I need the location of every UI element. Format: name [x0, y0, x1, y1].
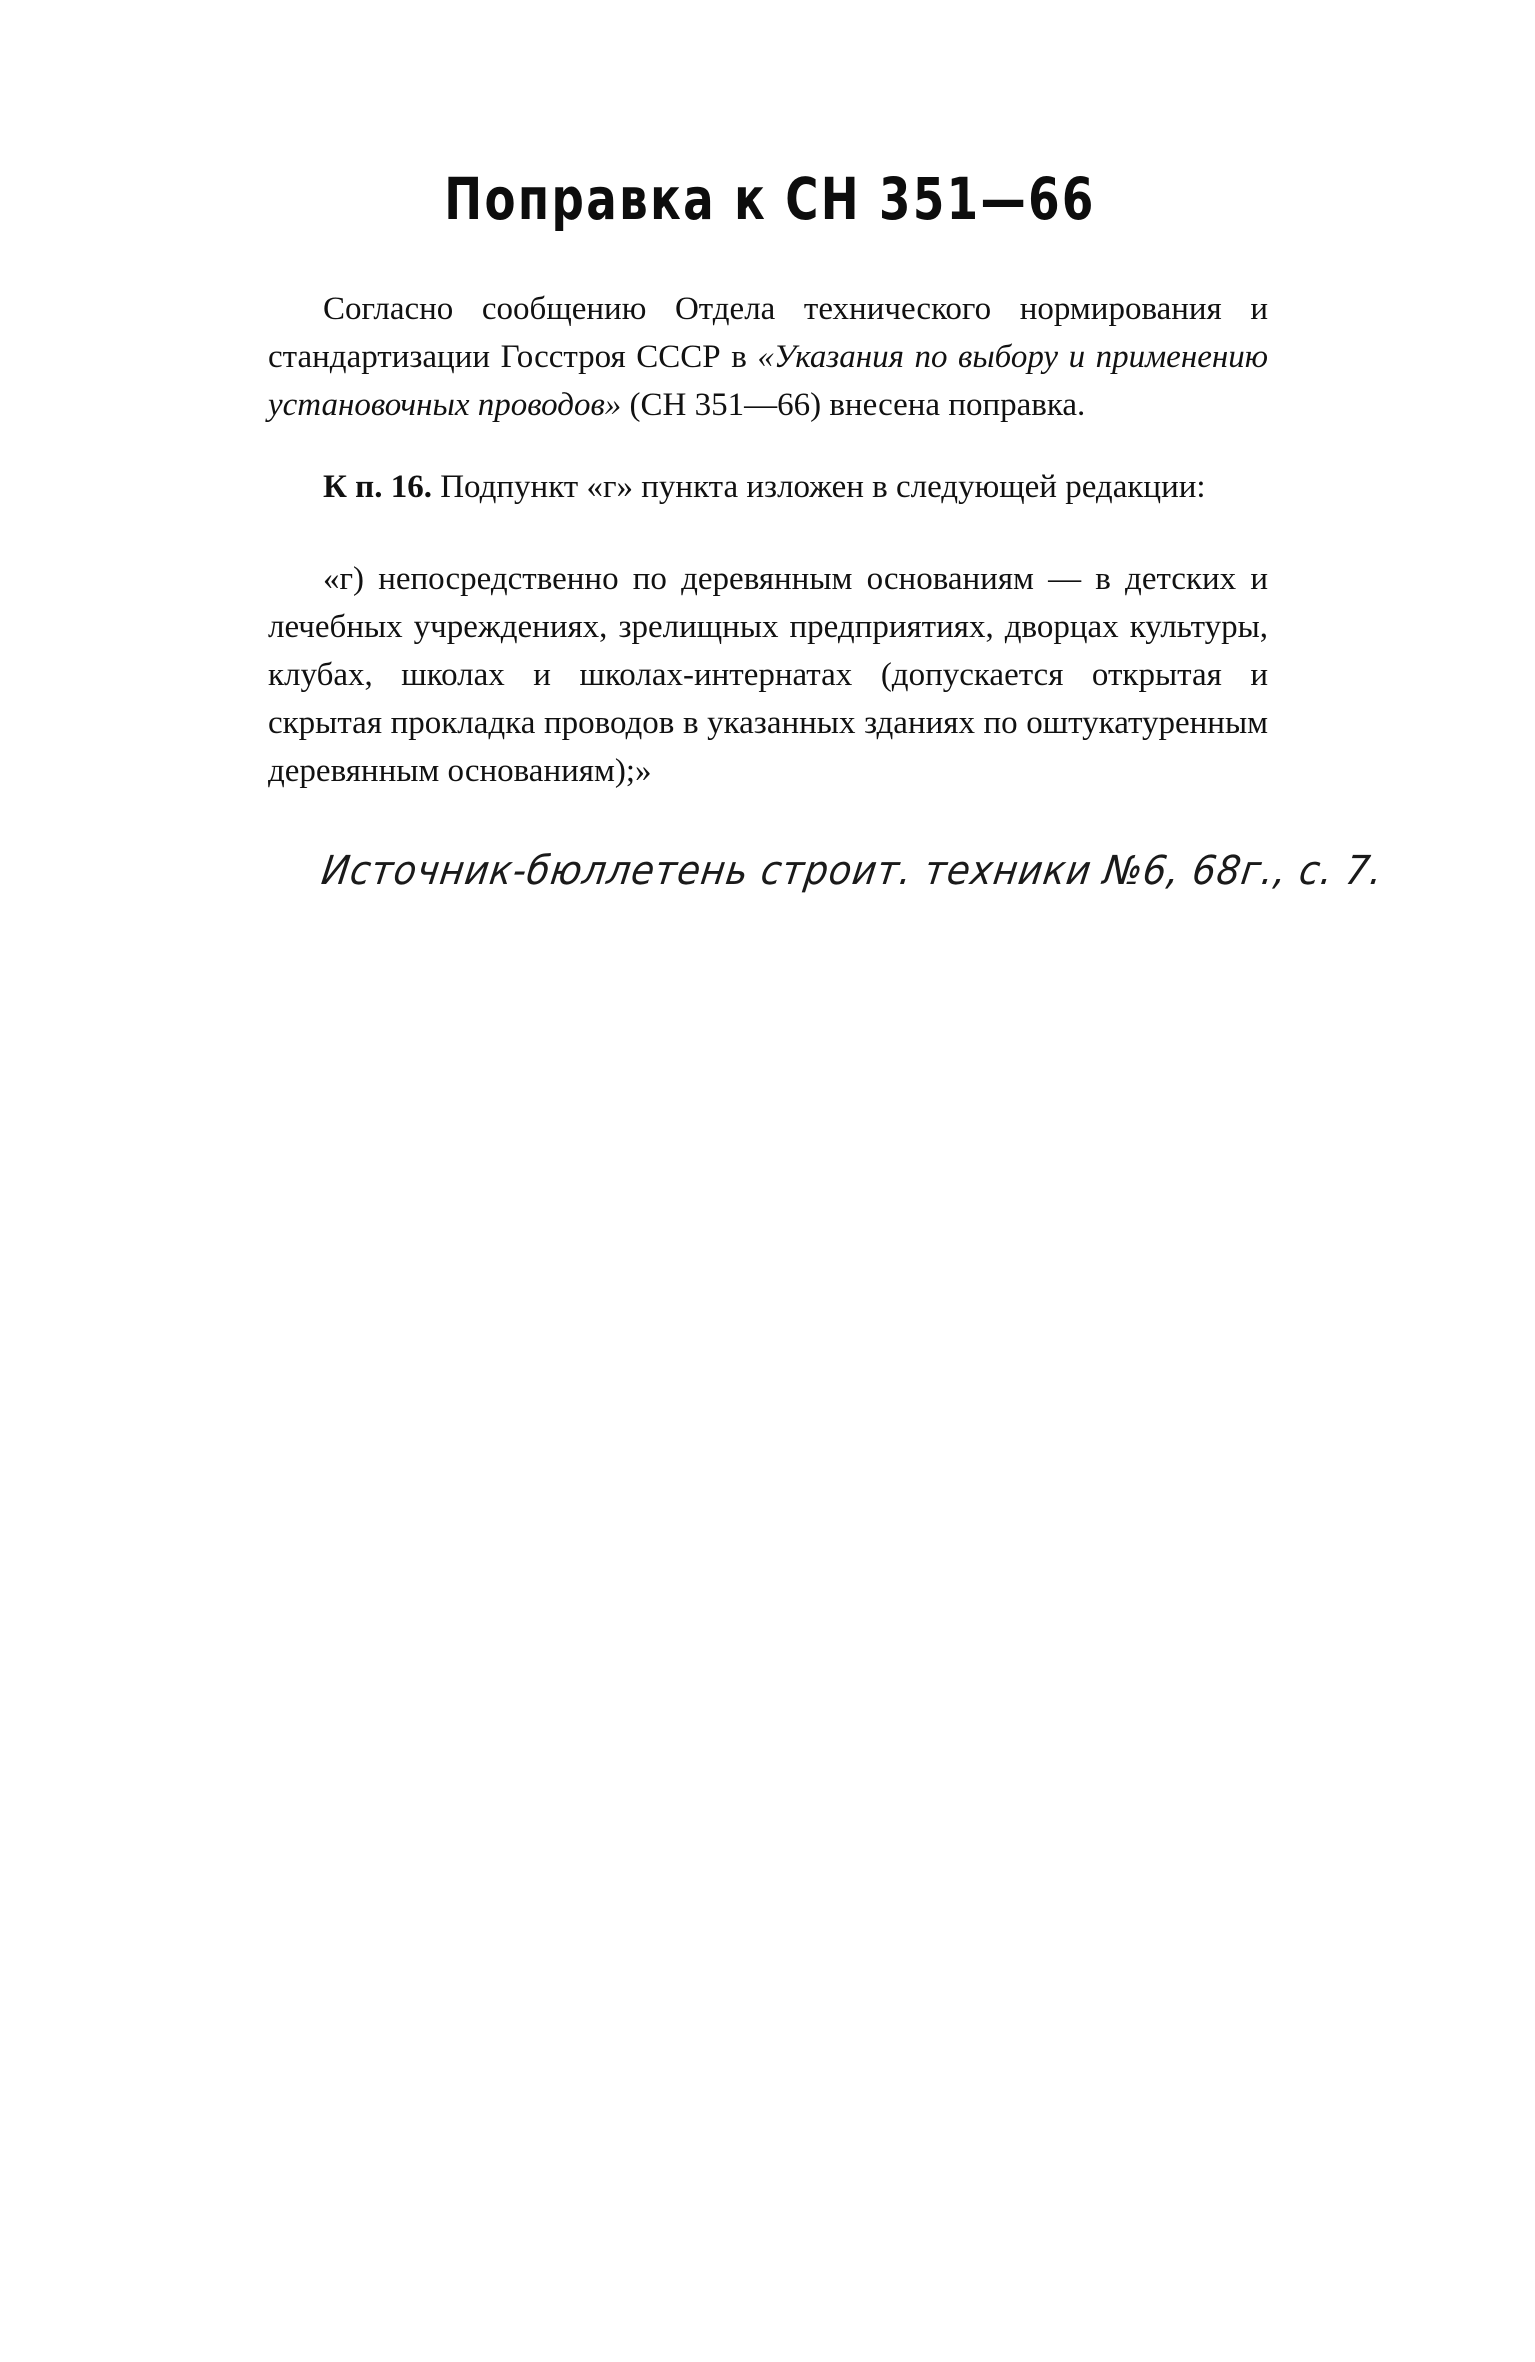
handwritten-source-note: Источник-бюллетень строит. техники №6, 68г., с. 7. — [318, 848, 1387, 894]
paragraph-new-wording: «г) непосредственно по деревянным основаниям — в детских и лечебных учреждениях, зрелищных предприятиях, дворцах культуры, клубах, школах и школах-интернатах (допускается открытая и скрытая прокладка проводов в указанных зданиях по оштукатуренным деревянным основаниям);» — [268, 561, 1268, 789]
page-title: Поправка к СН 351—66 — [444, 165, 1096, 233]
paragraph-amendment — [268, 463, 1268, 511]
clause-reference: К п. 16. — [323, 469, 432, 505]
intro-text-after: (СН 351—66) внесена поправка. — [621, 387, 1086, 423]
intro-text-before: Согласно сообщению Отдела технического нормирования и стандартизации Госстроя СССР в — [268, 291, 1268, 375]
document-name: «Указания по выбору и применению установочных проводов» — [268, 339, 1268, 423]
amendment-text: Подпункт «г» пункта изложен в следующей редакции: — [431, 469, 1206, 505]
paragraph-intro — [268, 285, 1268, 429]
